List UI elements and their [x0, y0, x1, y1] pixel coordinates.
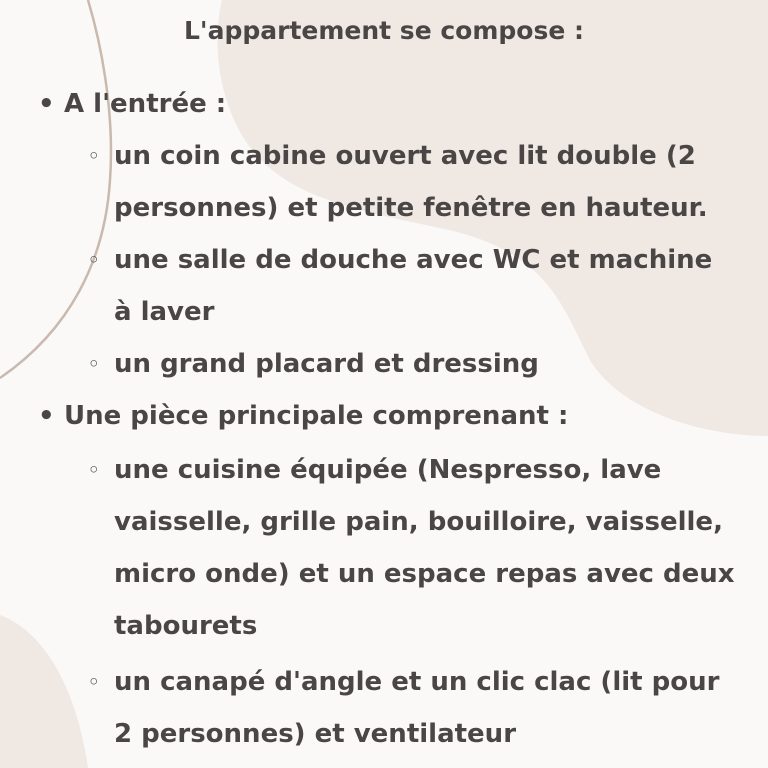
list-item-line: 2 personnes) et ventilateur [114, 719, 517, 749]
list-item [88, 234, 713, 338]
list-item-line: à laver [114, 297, 215, 327]
hollow-bullet-icon: ◦ [88, 460, 100, 481]
list-item-line: vaisselle, grille pain, bouilloire, vaisselle, [114, 507, 723, 537]
list-item-line: personnes) et petite fenêtre en hauteur. [114, 193, 708, 223]
list-item-line: un coin cabine ouvert avec lit double (2 [114, 141, 696, 171]
list-item [88, 130, 708, 234]
list-item-line: un canapé d'angle et un clic clac (lit pour [114, 667, 720, 697]
hollow-bullet-icon: ◦ [88, 250, 100, 271]
list-item [88, 338, 539, 390]
list-item-line: tabourets [114, 611, 258, 641]
section-label: Une pièce principale comprenant : [64, 401, 569, 431]
hollow-bullet-icon: ◦ [88, 672, 100, 693]
hollow-bullet-icon: ◦ [88, 146, 100, 167]
section-label: A l'entrée : [64, 89, 227, 119]
list-item-line: un grand placard et dressing [114, 349, 539, 379]
list-item-line: une cuisine équipée (Nespresso, lave [114, 455, 662, 485]
list-item [88, 444, 735, 652]
list-item-line: micro onde) et un espace repas avec deux [114, 559, 735, 589]
section-piece-principale [38, 390, 569, 442]
hollow-bullet-icon: ◦ [88, 354, 100, 375]
bullet-icon: • [38, 401, 55, 431]
page-title: L'appartement se compose : [184, 16, 584, 45]
section-entree [38, 78, 227, 130]
list-item-line: une salle de douche avec WC et machine [114, 245, 713, 275]
list-item [88, 656, 720, 760]
bullet-icon: • [38, 89, 55, 119]
